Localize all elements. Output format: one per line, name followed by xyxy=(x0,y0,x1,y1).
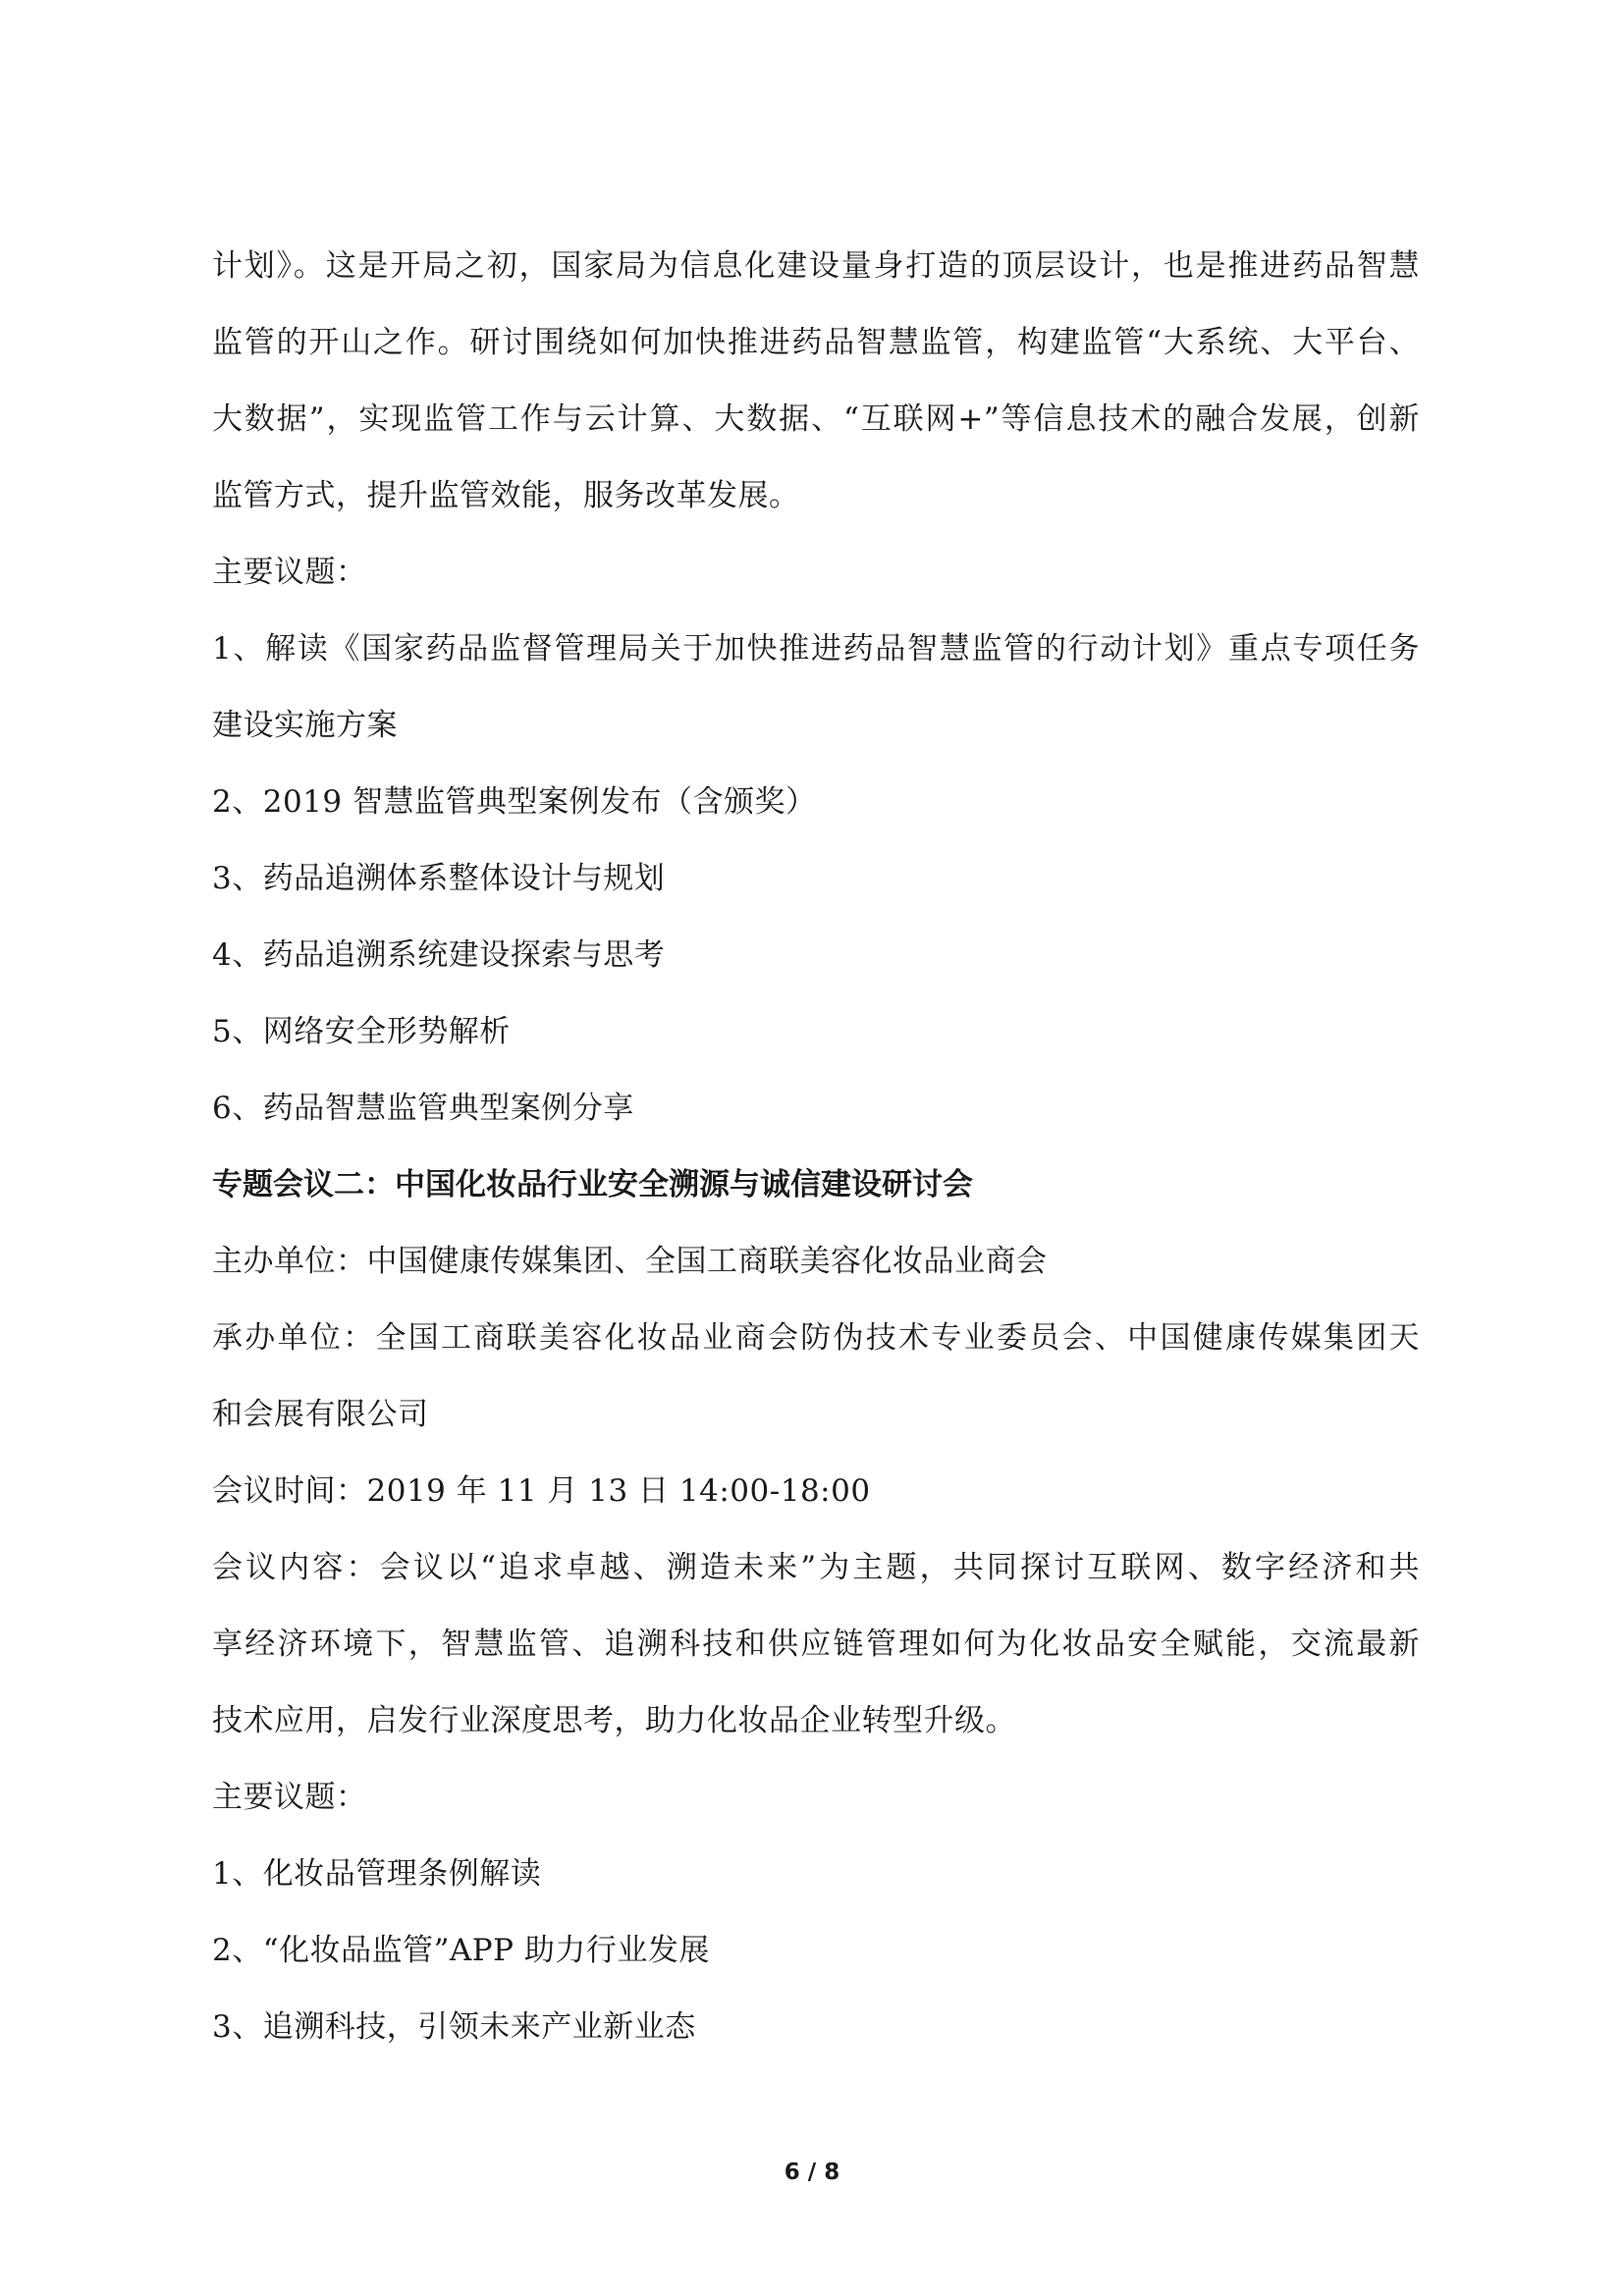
list-item: 3、药品追溯体系整体设计与规划 xyxy=(212,861,666,896)
section-heading: 专题会议二：中国化妆品行业安全溯源与诚信建设研讨会 xyxy=(212,1167,973,1202)
paragraph-line: 监管方式，提升监管效能，服务改革发展。 xyxy=(212,478,800,513)
list-item: 5、网络安全形势解析 xyxy=(212,1014,511,1049)
co-organizer-line: 承办单位：全国工商联美容化妆品业商会防伪技术专业委员会、中国健康传媒集团天 xyxy=(212,1320,1420,1356)
paragraph-line: 技术应用，启发行业深度思考，助力化妆品企业转型升级。 xyxy=(212,1703,1016,1738)
list-item: 4、药品追溯系统建设探索与思考 xyxy=(212,937,666,973)
paragraph-line: 大数据”，实现监管工作与云计算、大数据、“互联网+”等信息技术的融合发展，创新 xyxy=(212,401,1420,437)
co-organizer-continuation: 和会展有限公司 xyxy=(212,1397,429,1432)
list-item: 3、追溯科技，引领未来产业新业态 xyxy=(212,2009,696,2045)
paragraph-line: 监管的开山之作。研讨围绕如何加快推进药品智慧监管，构建监管“大系统、大平台、 xyxy=(212,325,1420,360)
page-number: 6 / 8 xyxy=(784,2160,840,2185)
section-label: 主要议题： xyxy=(212,555,367,590)
list-item: 6、药品智慧监管典型案例分享 xyxy=(212,1091,634,1126)
list-item: 2、2019 智慧监管典型案例发布（含颁奖） xyxy=(212,784,817,820)
list-item: 2、“化妆品监管”APP 助力行业发展 xyxy=(212,1933,710,1968)
paragraph-line: 会议内容：会议以“追求卓越、溯造未来”为主题，共同探讨互联网、数字经济和共 xyxy=(212,1550,1420,1585)
meeting-time: 会议时间：2019 年 11 月 13 日 14:00-18:00 xyxy=(212,1473,871,1509)
organizer-line: 主办单位：中国健康传媒集团、全国工商联美容化妆品业商会 xyxy=(212,1244,1048,1279)
list-item: 1、解读《国家药品监督管理局关于加快推进药品智慧监管的行动计划》重点专项任务 xyxy=(212,631,1420,667)
list-item: 1、化妆品管理条例解读 xyxy=(212,1856,542,1892)
section-label: 主要议题： xyxy=(212,1780,367,1815)
paragraph-line: 计划》。这是开局之初，国家局为信息化建设量身打造的顶层设计，也是推进药品智慧 xyxy=(212,248,1420,284)
document-body xyxy=(212,247,1420,2085)
paragraph-line: 享经济环境下，智慧监管、追溯科技和供应链管理如何为化妆品安全赋能，交流最新 xyxy=(212,1627,1420,1662)
list-item-continuation: 建设实施方案 xyxy=(212,708,398,743)
